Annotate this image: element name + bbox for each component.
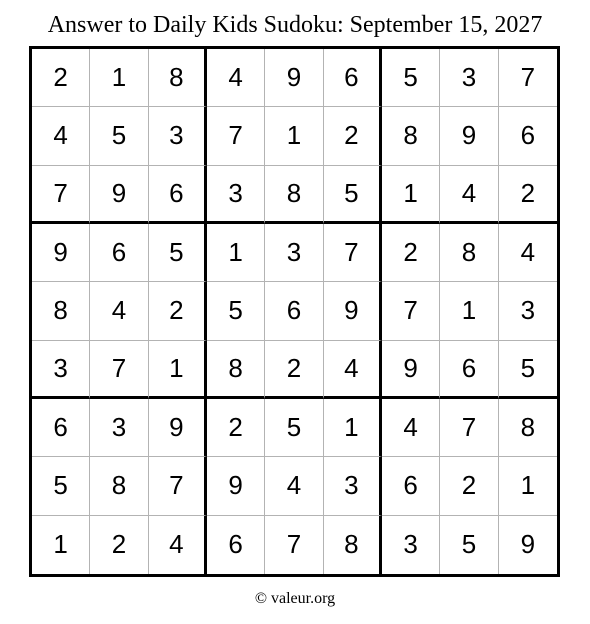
sudoku-cell: 7: [440, 399, 498, 457]
sudoku-cell: 5: [90, 107, 148, 165]
sudoku-cell: 8: [324, 516, 382, 574]
sudoku-cell: 7: [499, 49, 557, 107]
sudoku-cell: 2: [32, 49, 90, 107]
sudoku-cell: 3: [265, 224, 323, 282]
sudoku-cell: 7: [32, 166, 90, 224]
sudoku-cell: 6: [149, 166, 207, 224]
sudoku-cell: 9: [382, 341, 440, 399]
sudoku-cell: 1: [32, 516, 90, 574]
sudoku-cell: 7: [90, 341, 148, 399]
sudoku-cell: 2: [149, 282, 207, 340]
sudoku-cell: 2: [499, 166, 557, 224]
sudoku-cell: 1: [149, 341, 207, 399]
sudoku-cell: 5: [324, 166, 382, 224]
sudoku-cell: 6: [32, 399, 90, 457]
sudoku-cell: 3: [32, 341, 90, 399]
sudoku-board: [29, 46, 560, 577]
sudoku-cell: 3: [149, 107, 207, 165]
sudoku-cell: 6: [440, 341, 498, 399]
sudoku-cell: 8: [90, 457, 148, 515]
sudoku-cell: 8: [382, 107, 440, 165]
sudoku-cell: 3: [324, 457, 382, 515]
sudoku-cell: 5: [440, 516, 498, 574]
sudoku-cell: 2: [382, 224, 440, 282]
sudoku-cell: 3: [90, 399, 148, 457]
sudoku-cell: 1: [207, 224, 265, 282]
sudoku-cell: 7: [207, 107, 265, 165]
sudoku-cell: 6: [382, 457, 440, 515]
sudoku-cell: 4: [382, 399, 440, 457]
sudoku-cell: 7: [265, 516, 323, 574]
sudoku-cell: 1: [382, 166, 440, 224]
sudoku-cell: 4: [90, 282, 148, 340]
sudoku-grid: [32, 49, 557, 574]
sudoku-cell: 4: [265, 457, 323, 515]
sudoku-cell: 8: [149, 49, 207, 107]
sudoku-cell: 4: [207, 49, 265, 107]
sudoku-cell: 4: [324, 341, 382, 399]
sudoku-cell: 9: [207, 457, 265, 515]
sudoku-cell: 8: [265, 166, 323, 224]
sudoku-cell: 9: [90, 166, 148, 224]
puzzle-title: Answer to Daily Kids Sudoku: September 15, 2027: [47, 12, 543, 38]
sudoku-cell: 4: [149, 516, 207, 574]
sudoku-cell: 9: [32, 224, 90, 282]
sudoku-cell: 8: [499, 399, 557, 457]
copyright-footer: © valeur.org: [254, 590, 336, 607]
sudoku-cell: 9: [520, 529, 536, 560]
sudoku-cell: 1: [440, 282, 498, 340]
sudoku-cell: 6: [499, 107, 557, 165]
sudoku-cell: 1: [499, 457, 557, 515]
sudoku-cell: 8: [440, 224, 498, 282]
sudoku-cell: 9: [324, 282, 382, 340]
sudoku-cell: 5: [265, 399, 323, 457]
sudoku-cell: 5: [382, 49, 440, 107]
sudoku-cell: 7: [324, 224, 382, 282]
sudoku-cell: 6: [90, 224, 148, 282]
sudoku-cell: 9: [149, 399, 207, 457]
sudoku-cell: 2: [324, 107, 382, 165]
sudoku-cell: 8: [207, 341, 265, 399]
sudoku-cell: 5: [499, 341, 557, 399]
sudoku-cell: 1: [324, 399, 382, 457]
sudoku-cell: 8: [32, 282, 90, 340]
sudoku-cell: 4: [440, 166, 498, 224]
sudoku-cell: 3: [499, 282, 557, 340]
sudoku-cell: 5: [149, 224, 207, 282]
sudoku-cell: 9: [265, 49, 323, 107]
sudoku-cell: 3: [207, 166, 265, 224]
sudoku-cell: 6: [324, 49, 382, 107]
sudoku-cell: 6: [207, 516, 265, 574]
sudoku-cell: 1: [265, 107, 323, 165]
sudoku-cell: 3: [440, 49, 498, 107]
sudoku-cell: 5: [32, 457, 90, 515]
sudoku-cell: 7: [149, 457, 207, 515]
sudoku-cell: 3: [382, 516, 440, 574]
sudoku-cell: 9: [440, 107, 498, 165]
sudoku-cell: 1: [90, 49, 148, 107]
sudoku-cell: 5: [207, 282, 265, 340]
sudoku-cell: 2: [440, 457, 498, 515]
sudoku-cell: 4: [499, 224, 557, 282]
sudoku-cell: 7: [382, 282, 440, 340]
sudoku-cell: 2: [265, 341, 323, 399]
sudoku-cell: 6: [265, 282, 323, 340]
sudoku-cell: 4: [32, 107, 90, 165]
sudoku-cell: 2: [207, 399, 265, 457]
sudoku-cell: 2: [90, 516, 148, 574]
